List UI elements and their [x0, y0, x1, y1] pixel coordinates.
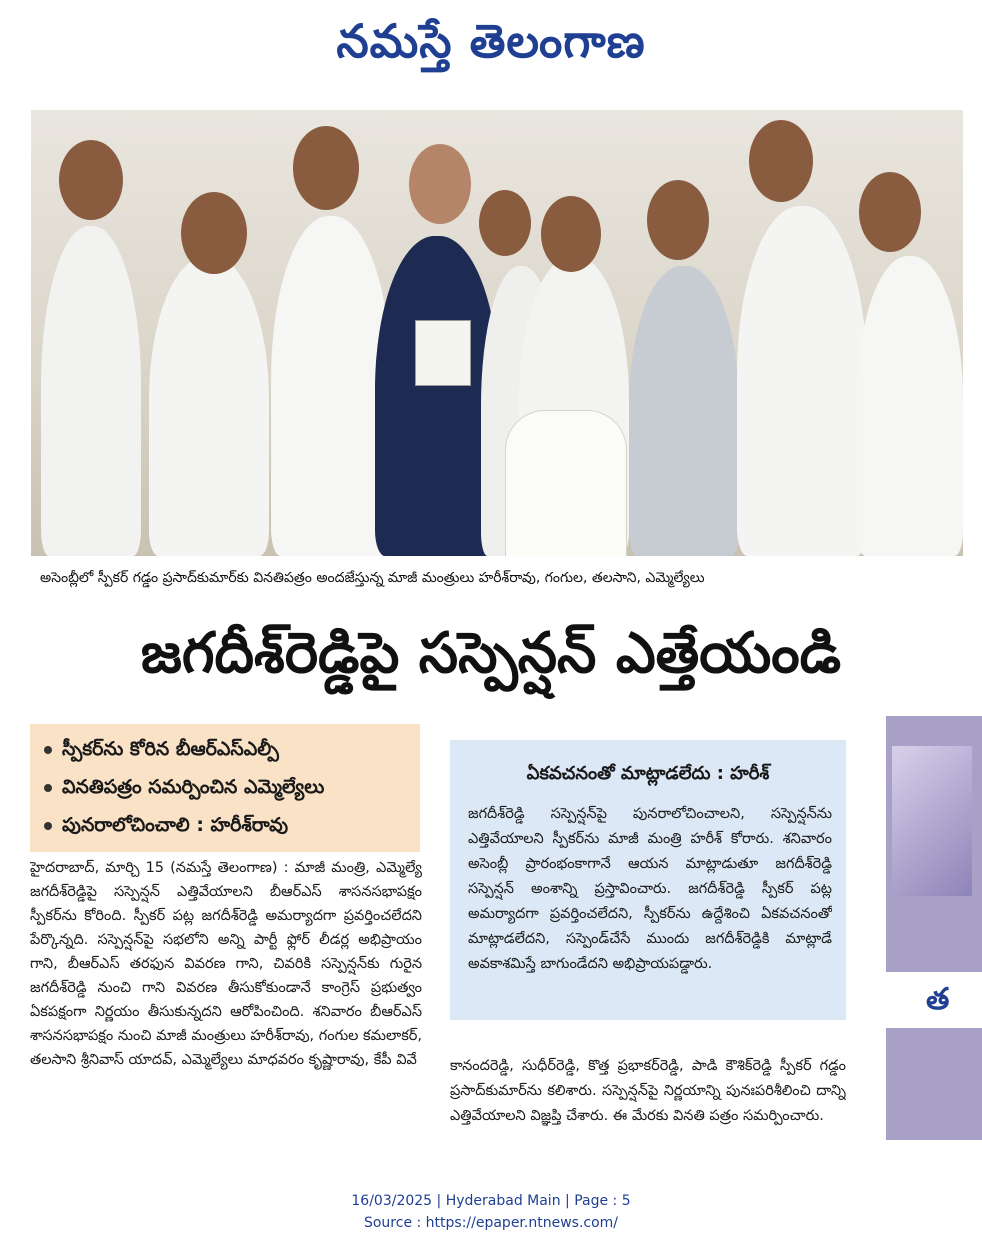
article-body-left: హైదరాబాద్, మార్చి 15 (నమస్తే తెలంగాణ) : మాజీ మంత్రి, ఎమ్మెల్యే జగదీశ్‌రెడ్డిపై సస్పెన్షన్ ఎత్తివేయాలని బీఆర్‌ఎస్ శాసనసభాపక్షం స్పీకర్‌ను కోరింది. స్పీకర్ పట్ల జగదీశ్‌రెడ్డి అమర్యాదగా ప్రవర్తించలేదని పేర్కొన్నది. సస్పెన్షన్‌పై సభలోని అన్ని పార్టీ ఫ్లోర్ లీడర్ల అభిప్రాయం గాని, బీఆర్‌ఎస్ తరఫున వివరణ గాని, చివరికి సస్పెన్షన్‌కు గురైన జగదీశ్‌రెడ్డి నుంచి గాని వివరణ తీసుకోకుండానే కాంగ్రెస్ ప్రభుత్వం ఏకపక్షంగా నిర్ణయం తీసుకున్నదని ఆరోపించింది. శనివారం బీఆర్‌ఎస్ శాసనసభాపక్షం నుంచి మాజీ మంత్రులు హరీశ్‌రావు, గంగుల కమలాకర్, తలసాని శ్రీనివాస్ యాదవ్, ఎమ్మెల్యేలు మాధవరం కృష్ణారావు, కేపీ వివే: [30, 860, 422, 1068]
photo-person-8: [737, 206, 867, 556]
sidebar-title: ఏకవచనంతో మాట్లాడలేదు : హరీశ్: [526, 763, 770, 784]
ad-text: త: [886, 972, 982, 1028]
photo-head-7: [647, 180, 709, 260]
photo-head-3: [293, 126, 359, 210]
footer-source: Source : https://epaper.ntnews.com/: [363, 1215, 619, 1231]
bullet-icon: [44, 746, 52, 754]
photo-head-1: [59, 140, 123, 220]
highlight-item: [44, 808, 414, 842]
bullet-icon: [44, 784, 52, 792]
photo-head-6: [541, 196, 601, 272]
article-body-right: కానందరెడ్డి, సుధీర్‌రెడ్డి, కొత్త ప్రభాకర్‌రెడ్డి, పాడి కౌశిక్‌రెడ్డి స్పీకర్ గడ్డం ప్రసాద్‌కుమార్‌ను కలిశారు. సస్పెన్షన్‌పై నిర్ణయాన్ని పునఃపరిశీలించి దాన్ని ఎత్తివేయాలని విజ్ఞప్తి చేశారు. ఈ మేరకు వినతి పత్రం సమర్పించారు.: [450, 1058, 846, 1124]
highlight-item: [44, 732, 414, 766]
ad-graphic: [892, 746, 972, 896]
highlights-box: [30, 724, 420, 852]
article-headline: జగదీశ్‌రెడ్డిపై సస్పెన్షన్ ఎత్తేయండి: [140, 621, 842, 686]
photo-head-4: [409, 144, 471, 224]
photo-person-3: [271, 216, 391, 556]
news-photo: [31, 110, 963, 556]
sidebar-box: [450, 740, 846, 1020]
highlight-item: [44, 770, 414, 804]
photo-person-7: [629, 266, 739, 556]
photo-head-8: [749, 120, 813, 202]
sidebar-text: జగదీశ్‌రెడ్డి సస్పెన్షన్‌పై పునరాలోచించాలని, సస్పెన్షన్‌ను ఎత్తివేయాలని స్పీకర్‌ను మాజీ మంత్రి హరీశ్ కోరారు. శనివారం అసెంబ్లీ ప్రారంభంకాగానే ఆయన మాట్లాడుతూ జగదీశ్‌రెడ్డి సస్పెన్షన్ అంశాన్ని ప్రస్తావించారు. జగదీశ్‌రెడ్డి స్పీకర్ పట్ల అమర్యాదగా ప్రవర్తించలేదని, స్పీకర్‌ను ఉద్దేశించి ఏకవచనంతో మాట్లాడలేదని, సస్పెండ్‌చేసే ముందు జగదీశ్‌రెడ్డికి మాట్లాడే అవకాశమిస్తే బాగుండేదని అభిప్రాయపడ్డారు.: [468, 806, 832, 972]
bullet-icon: [44, 822, 52, 830]
highlight-text: పునరాలోచించాలి : హరీశ్‌రావు: [62, 814, 289, 836]
photo-head-2: [181, 192, 247, 274]
highlight-text: స్పీకర్‌ను కోరిన బీఆర్‌ఎస్‌ఎల్పీ: [62, 738, 279, 760]
adjacent-advertisement: [886, 716, 982, 1140]
photo-head-9: [859, 172, 921, 252]
photo-person-2: [149, 256, 269, 556]
photo-chair: [505, 410, 627, 556]
highlight-text: వినతిపత్రం సమర్పించిన ఎమ్మెల్యేలు: [62, 776, 325, 798]
masthead-logo: నమస్తే తెలంగాణ: [336, 14, 646, 68]
photo-head-5: [479, 190, 531, 256]
page-footer: [0, 1190, 982, 1236]
photo-person-1: [41, 226, 141, 556]
memorandum-paper: [415, 320, 471, 386]
photo-caption: అసెంబ్లీలో స్పీకర్ గడ్డం ప్రసాద్‌కుమార్‌కు వినతిపత్రం అందజేస్తున్న మాజీ మంత్రులు హరీశ్‌రావు, గంగుల, తలసాని, ఎమ్మెల్యేలు: [40, 570, 705, 586]
photo-person-9: [857, 256, 963, 556]
footer-date-edition: 16/03/2025 | Hyderabad Main | Page : 5: [351, 1193, 631, 1209]
